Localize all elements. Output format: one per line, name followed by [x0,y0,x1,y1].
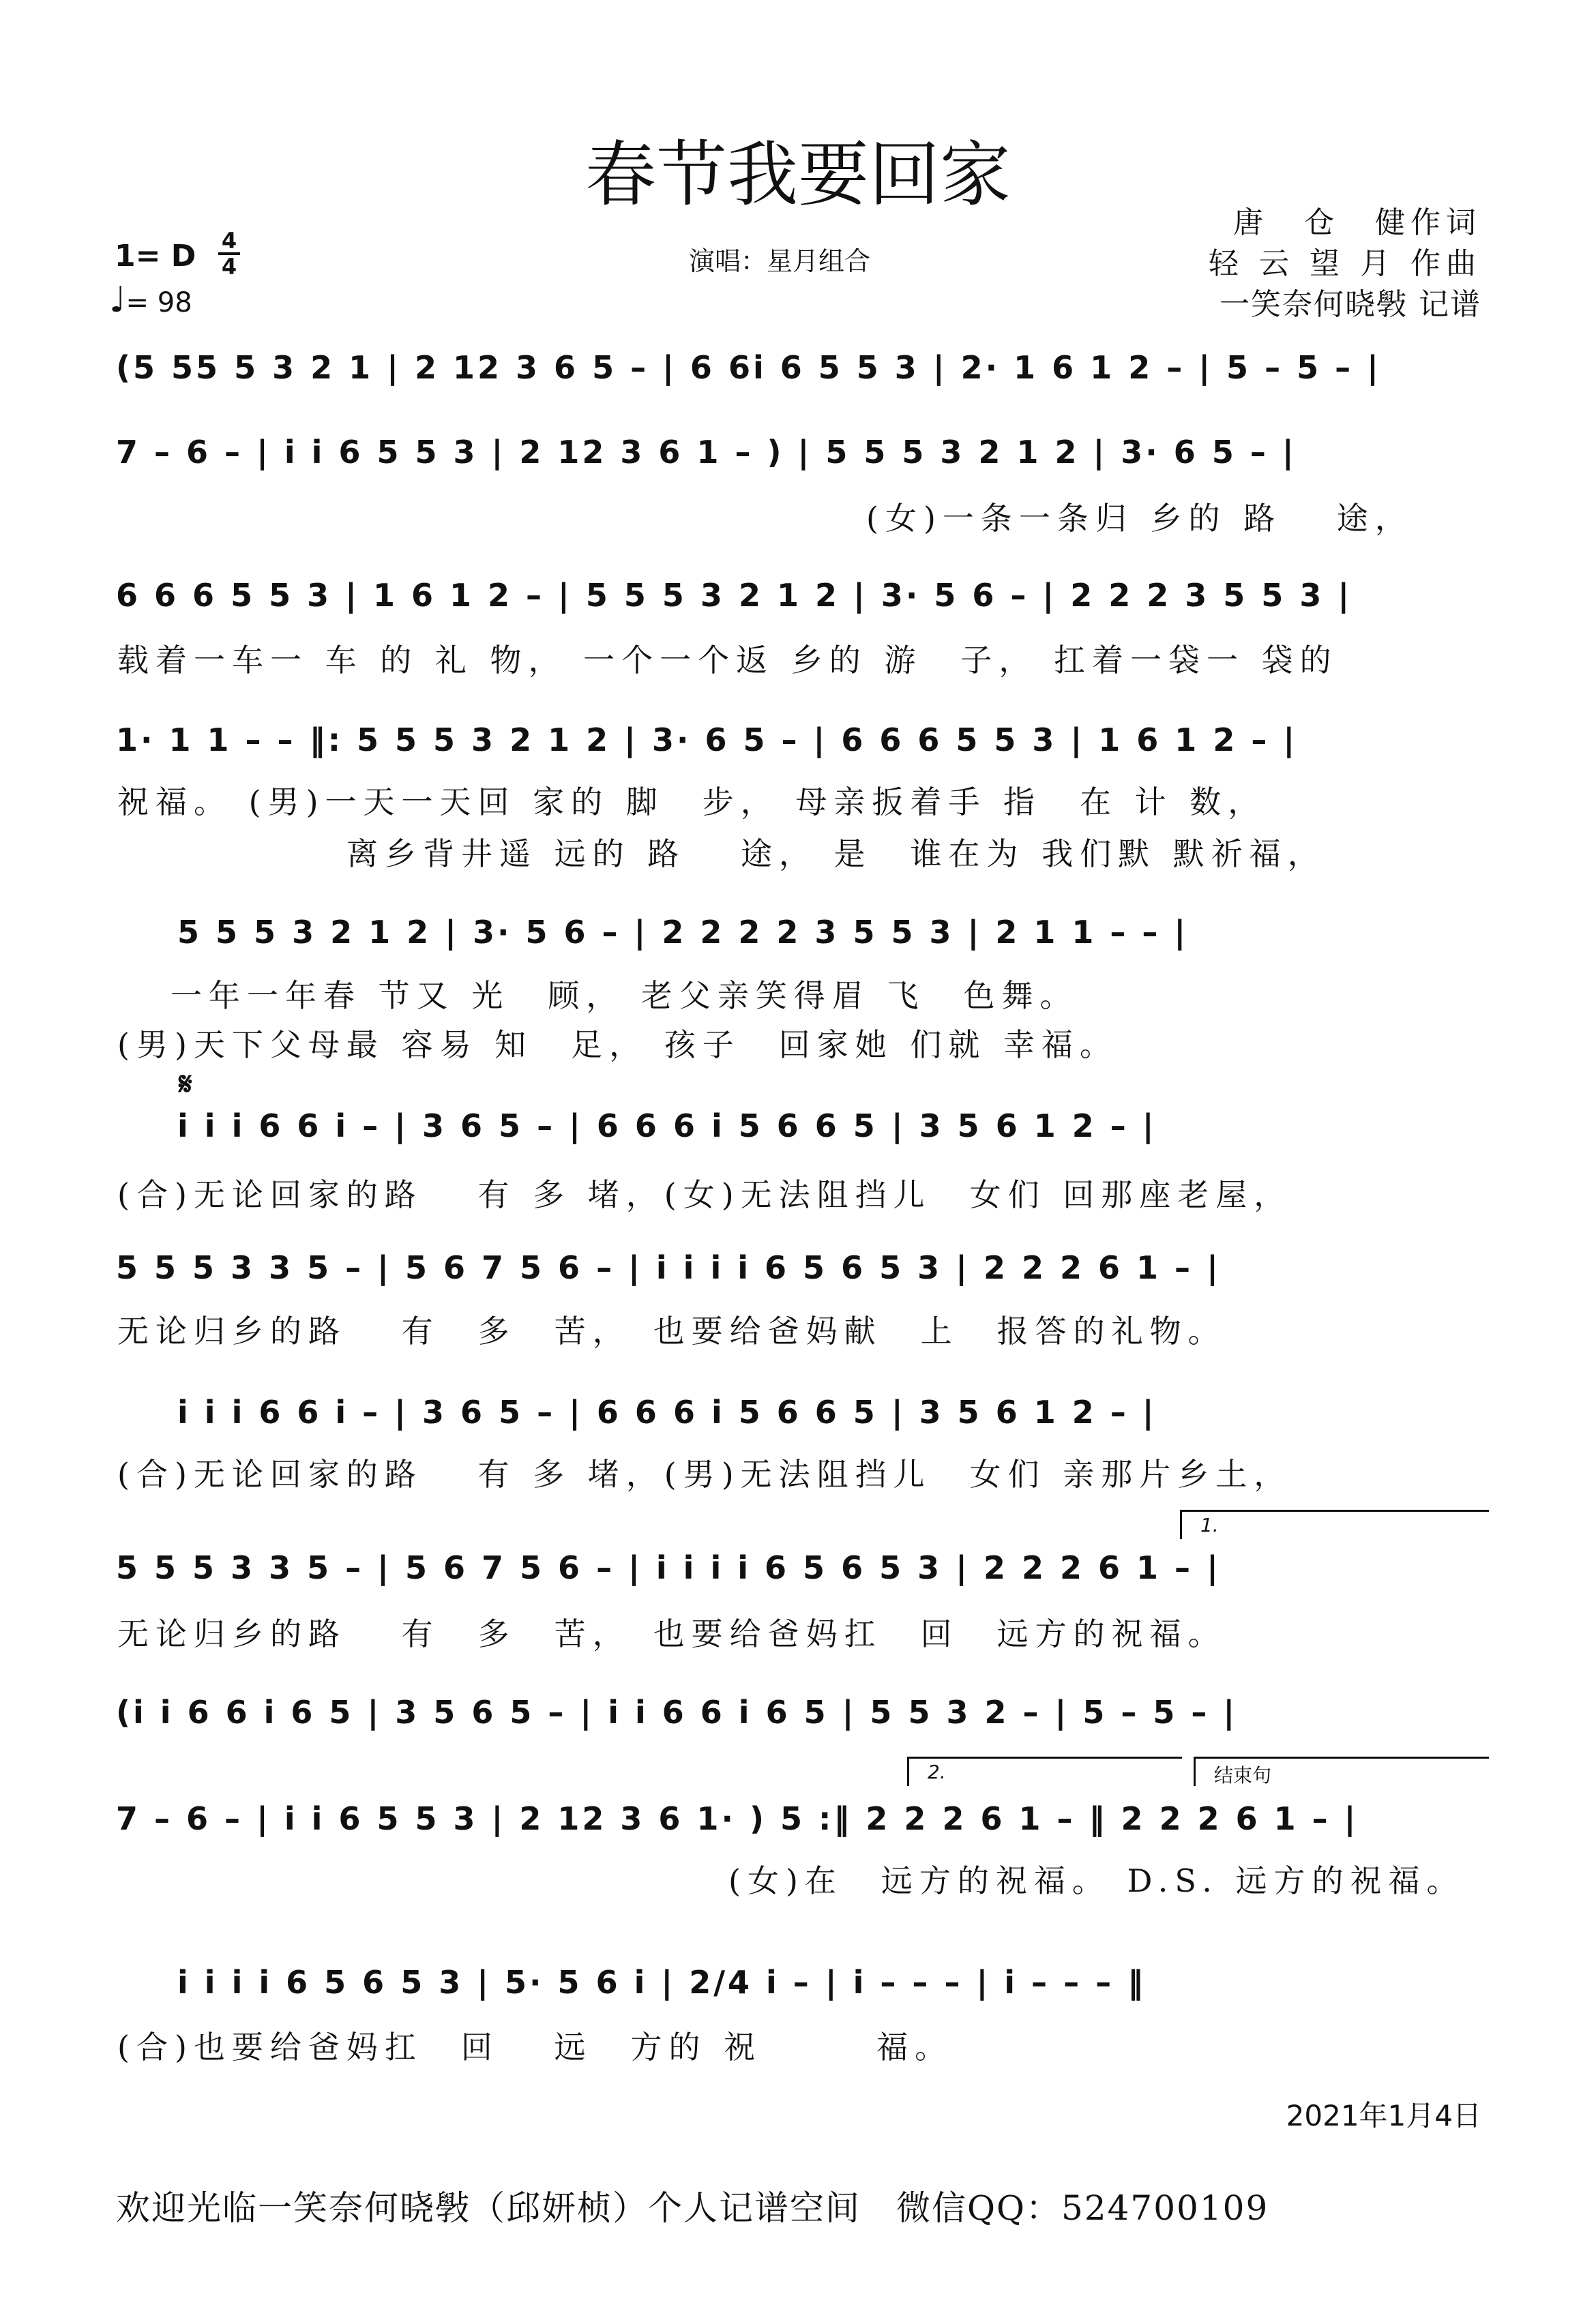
transcriber-credit: 一笑奈何晓斅 记谱 [1220,287,1481,322]
tempo-value: = 98 [125,287,192,318]
system-7-notes: 5 5 5 3 3 5 – | 5 6 7 5 6 – | i i i i 6 5 6 5 3 | 2 2 2 6 1 – | [116,1249,1221,1286]
system-7-lyric-1: 无论归乡的路 有 多 苦， 也要给爸妈献 上 报答的礼物。 [117,1313,1226,1350]
system-4-lyric-2: 离乡背井遥 远的 路 途， 是 谁在为 我们默 默祈福， [117,835,1326,872]
system-5-lyric-1: 一年一年春 节又 光 顾， 老父亲笑得眉 飞 色舞。 [171,977,1078,1014]
time-signature-top: 4 [221,228,237,254]
time-signature-bottom: 4 [221,254,237,280]
coda-label: 结束句 [1214,1764,1272,1787]
system-9-notes: 5 5 5 3 3 5 – | 5 6 7 5 6 – | i i i i 6 5 6 5 3 | 2 2 2 6 1 – | [116,1549,1221,1586]
system-4-lyric-1: 祝福。 (男)一天一天回 家的 脚 步， 母亲扳着手 指 在 计 数， [117,784,1267,820]
system-5-lyric-2: (男)天下父母最 容易 知 足， 孩子 回家她 们就 幸福。 [117,1026,1119,1063]
footer-note: 欢迎光临一笑奈何晓斅（邱妍桢）个人记谱空间 微信QQ：524700109 [116,2188,1269,2228]
system-6-lyric-1: (合)无论回家的路 有 多 堵，(女)无法阻挡儿 女们 回那座老屋， [117,1176,1292,1213]
system-1-notes: (5 55 5 3 2 1 | 2 12 3 6 5 – | 6 6i 6 5 5 3 | 2· 1 6 1 2 – | 5 – 5 – | [116,349,1381,386]
second-ending-bracket [907,1757,1182,1786]
system-9-lyric-1: 无论归乡的路 有 多 苦， 也要给爸妈扛 回 远方的祝福。 [117,1615,1226,1652]
system-12-lyric-1: (合)也要给爸妈扛 回 远 方的 祝 福。 [117,2029,954,2066]
song-title: 春节我要回家 [585,133,1011,216]
second-ending-label: 2. [928,1761,946,1783]
system-11-lyric-1: (女)在 远方的祝福。 D.S. 远方的祝福。 [117,1862,1465,1899]
lyricist-credit: 唐 仓 健作词 [1233,205,1481,240]
composer-credit: 轻 云 望 月 作曲 [1209,246,1481,281]
system-8-lyric-1: (合)无论回家的路 有 多 堵，(男)无法阻挡儿 女们 亲那片乡土， [117,1456,1292,1493]
system-3-lyric-1: 载着一车一 车 的 礼 物， 一个一个返 乡的 游 子， 扛着一袋一 袋的 [117,642,1338,679]
tempo-marking [109,280,192,321]
system-11-notes: 7 – 6 – | i i 6 5 5 3 | 2 12 3 6 1· ) 5 :‖ 2 2 2 6 1 – ‖ 2 2 2 6 1 – | [116,1800,1359,1837]
first-ending-bracket [1180,1510,1489,1539]
system-5-notes: 5 5 5 3 2 1 2 | 3· 5 6 – | 2 2 2 2 3 5 5 3 | 2 1 1 – – | [177,914,1189,951]
system-6-notes: i i i 6 6 i – | 3 6 5 – | 6 6 6 i 5 6 6 5 | 3 5 6 1 2 – | [177,1107,1157,1144]
key-signature: 1= D [115,239,196,273]
first-ending-label: 1. [1200,1514,1219,1536]
system-2-notes: 7 – 6 – | i i 6 5 5 3 | 2 12 3 6 1 – ) | 5 5 5 3 2 1 2 | 3· 6 5 – | [116,434,1297,471]
system-3-notes: 6 6 6 5 5 3 | 1 6 1 2 – | 5 5 5 3 2 1 2 | 3· 5 6 – | 2 2 2 3 5 5 3 | [116,577,1353,614]
time-signature [216,229,243,278]
system-8-notes: i i i 6 6 i – | 3 6 5 – | 6 6 6 i 5 6 6 5 | 3 5 6 1 2 – | [177,1394,1157,1431]
system-2-lyric-1: (女)一条一条归 乡的 路 途， [866,500,1413,537]
segno-icon: 𝄋 [179,1065,192,1102]
singer-credit: 演唱：星月组合 [689,246,871,276]
system-12-notes: i i i i 6 5 6 5 3 | 5· 5 6 i | 2/4 i – | i – – – | i – – – ‖ [177,1964,1147,2001]
quarter-note-icon: ♩ [109,280,126,321]
system-4-notes: 1· 1 1 – – ‖: 5 5 5 3 2 1 2 | 3· 6 5 – | 6 6 6 5 5 3 | 1 6 1 2 – | [116,721,1298,758]
system-10-notes: (i i 6 6 i 6 5 | 3 5 6 5 – | i i 6 6 i 6 5 | 5 5 3 2 – | 5 – 5 – | [116,1694,1238,1731]
transcription-date: 2021年1月4日 [1286,2099,1481,2132]
